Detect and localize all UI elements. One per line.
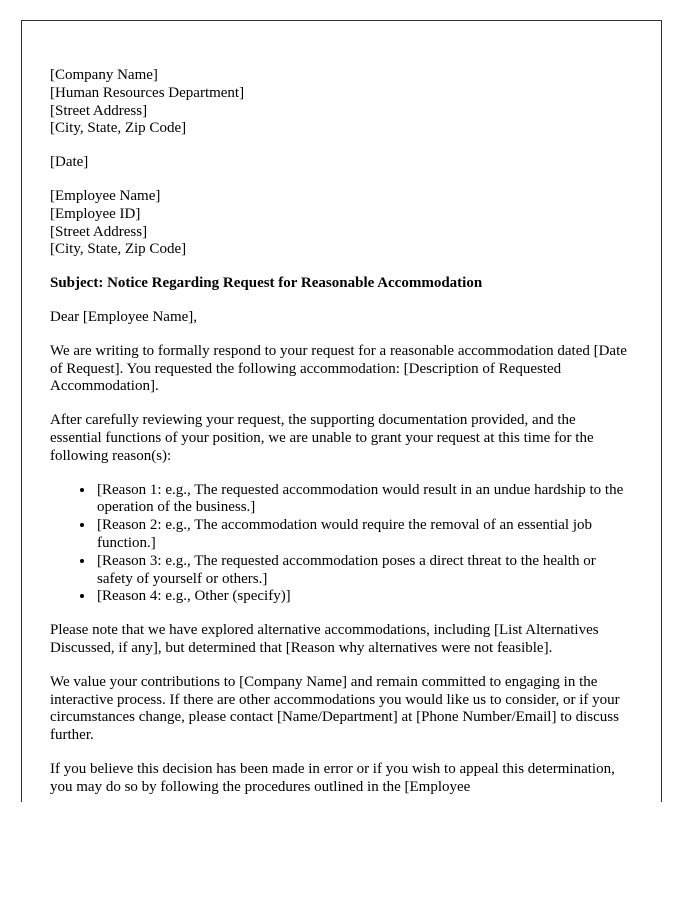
reason-item-4: • [Reason 4: e.g., Other (specify)]	[95, 588, 631, 606]
sender-company: [Company Name]	[50, 67, 158, 83]
letter-content	[22, 21, 661, 797]
reasons-list	[50, 482, 631, 607]
salutation: Dear [Employee Name],	[50, 308, 198, 325]
paragraph-request: We are writing to formally respond to your request for a reasonable accommodation dated [Date of Request]. You requested the following accommodation: [Description of Requested Accommodation].	[50, 342, 627, 395]
recipient-name: [Employee Name]	[50, 187, 161, 204]
letter-page	[21, 20, 662, 802]
sender-department: [Human Resources Department]	[50, 84, 245, 101]
reason-item-2: • [Reason 2: e.g., The accommodation would require the removal of an essential job function.]	[95, 517, 631, 553]
recipient-employee-id: [Employee ID]	[50, 205, 141, 222]
recipient-city-state-zip: [City, State, Zip Code]	[50, 241, 187, 258]
reason-item-3: • [Reason 3: e.g., The requested accommodation poses a direct threat to the health or safety of yourself or others.]	[95, 553, 631, 589]
paragraph-review: After carefully reviewing your request, the supporting documentation provided, and the essential functions of your position, we are unable to grant your request at this time for the following reason(s):	[50, 412, 594, 464]
paragraph-appeal-truncated: If you believe this decision has been made in error or if you wish to appeal this determination, you may do so by following the procedures outlined in the [Employee	[50, 760, 615, 795]
paragraph-alternatives: Please note that we have explored alternative accommodations, including [List Alternatives Discussed, if any], but determined that [Reason why alternatives were not feasible].	[50, 622, 599, 656]
subject-line: Subject: Notice Regarding Request for Reasonable Accommodation	[50, 275, 483, 292]
paragraph-commitment: We value your contributions to [Company Name] and remain committed to engaging in the interactive process. If there are other accommodations you would like us to consider, or if your circumstances change, please contact [Name/Department] at [Phone Number/Email] to discuss further.	[50, 673, 620, 744]
date-line: [Date]	[50, 154, 89, 171]
sender-city-state-zip: [City, State, Zip Code]	[50, 120, 187, 137]
sender-street: [Street Address]	[50, 102, 148, 119]
recipient-street: [Street Address]	[50, 223, 148, 240]
reason-item-1: • [Reason 1: e.g., The requested accommodation would result in an undue hardship to the operation of the business.]	[95, 482, 631, 518]
